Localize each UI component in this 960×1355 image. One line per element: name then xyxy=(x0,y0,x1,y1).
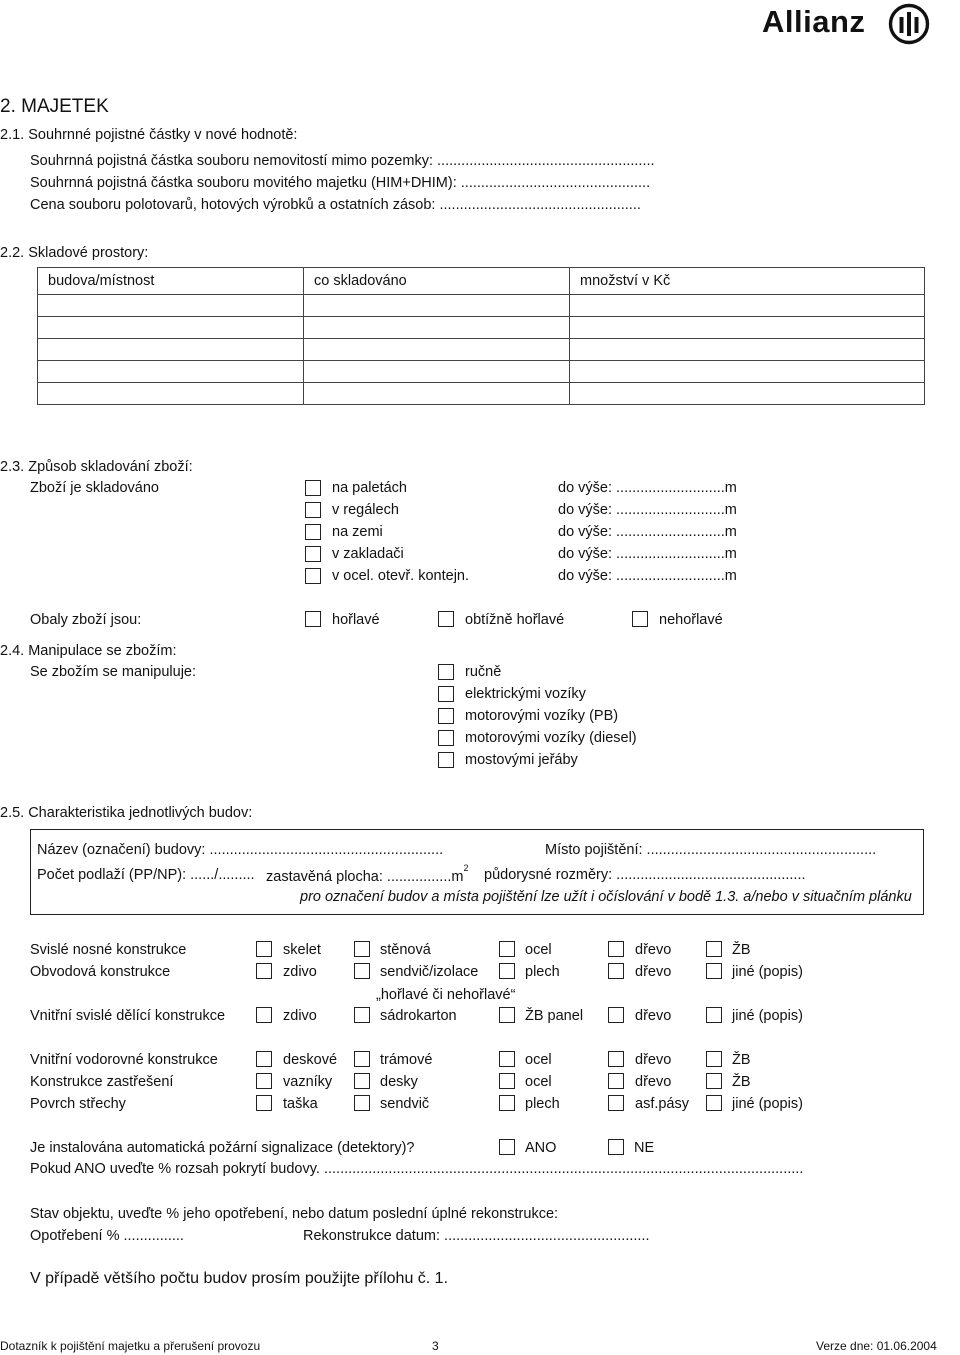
construction-option: ocel xyxy=(525,1052,552,1068)
table-cell[interactable] xyxy=(304,295,570,317)
construction-option: jiné (popis) xyxy=(732,964,803,980)
checkbox-electric[interactable] xyxy=(438,686,454,702)
ground-plan-field[interactable]: půdorysné rozměry: ............................................... xyxy=(484,867,806,883)
construction-option: ocel xyxy=(525,942,552,958)
construction-checkbox[interactable] xyxy=(354,1095,370,1111)
table-cell[interactable] xyxy=(304,339,570,361)
col-header-building: budova/místnost xyxy=(38,268,304,295)
construction-checkbox[interactable] xyxy=(499,1095,515,1111)
attachment-note: V případě většího počtu budov prosím použijte přílohu č. 1. xyxy=(30,1270,449,1287)
footer-version: Verze dne: 01.06.2004 xyxy=(816,1339,937,1353)
checkbox-pallets[interactable] xyxy=(305,480,321,496)
checkbox-motor-pb[interactable] xyxy=(438,708,454,724)
construction-checkbox[interactable] xyxy=(608,1051,624,1067)
construction-checkbox[interactable] xyxy=(608,1095,624,1111)
construction-checkbox[interactable] xyxy=(608,1007,624,1023)
construction-checkbox[interactable] xyxy=(706,1051,722,1067)
construction-option: trámové xyxy=(380,1052,433,1068)
packaging-label: Obaly zboží jsou: xyxy=(30,612,142,628)
s21-line2[interactable]: Souhrnná pojistná částka souboru movitého majetku (HIM+DHIM): ............................................... xyxy=(30,175,651,191)
construction-checkbox[interactable] xyxy=(499,1007,515,1023)
construction-checkbox[interactable] xyxy=(499,1051,515,1067)
handling-motor-pb: motorovými vozíky (PB) xyxy=(465,708,619,724)
checkbox-stacker[interactable] xyxy=(305,546,321,562)
option-floor: na zemi xyxy=(332,524,383,540)
construction-checkbox[interactable] xyxy=(354,1007,370,1023)
construction-option: ocel xyxy=(525,1074,552,1090)
option-container: v ocel. otevř. kontejn. xyxy=(332,568,470,584)
allianz-eagle-icon xyxy=(888,3,930,45)
construction-checkbox[interactable] xyxy=(256,1073,272,1089)
handling-electric: elektrickými vozíky xyxy=(465,686,586,702)
table-cell[interactable] xyxy=(38,383,304,405)
construction-checkbox[interactable] xyxy=(256,1095,272,1111)
checkbox-floor[interactable] xyxy=(305,524,321,540)
construction-option: dřevo xyxy=(635,1074,672,1090)
construction-option: sádrokarton xyxy=(380,1008,457,1024)
checkbox-hardly-flammable[interactable] xyxy=(438,611,454,627)
col-header-amount: množství v Kč xyxy=(570,268,925,295)
option-stacker: v zakladači xyxy=(332,546,404,562)
height-shelves[interactable]: do výše: ...........................m xyxy=(558,502,737,518)
construction-option: plech xyxy=(525,964,560,980)
construction-checkbox[interactable] xyxy=(256,963,272,979)
construction-label: Svislé nosné konstrukce xyxy=(30,942,187,958)
construction-option: dřevo xyxy=(635,1052,672,1068)
construction-checkbox[interactable] xyxy=(256,1007,272,1023)
construction-option: ŽB panel xyxy=(525,1008,584,1024)
built-area-text: zastavěná plocha: ................m xyxy=(266,868,464,885)
packaging-hardly-flammable: obtížně hořlavé xyxy=(465,612,565,628)
checkbox-nonflammable[interactable] xyxy=(632,611,648,627)
construction-option: dřevo xyxy=(635,942,672,958)
construction-option: zdivo xyxy=(283,964,317,980)
checkbox-manual[interactable] xyxy=(438,664,454,680)
checkbox-fire-yes[interactable] xyxy=(499,1139,515,1155)
height-container[interactable]: do výše: ...........................m xyxy=(558,568,737,584)
construction-label: Vnitřní vodorovné konstrukce xyxy=(30,1052,218,1068)
construction-checkbox[interactable] xyxy=(354,1051,370,1067)
checkbox-container[interactable] xyxy=(305,568,321,584)
construction-checkbox[interactable] xyxy=(608,963,624,979)
fire-yes-label: ANO xyxy=(525,1140,557,1156)
sandwich-note: „hořlavé či nehořlavé“ xyxy=(376,987,516,1003)
packaging-nonflammable: nehořlavé xyxy=(659,612,723,628)
handling-crane: mostovými jeřáby xyxy=(465,752,578,768)
construction-checkbox[interactable] xyxy=(706,941,722,957)
construction-option: ŽB xyxy=(732,1074,751,1090)
table-cell[interactable] xyxy=(570,317,925,339)
s22-heading: 2.2. Skladové prostory: xyxy=(0,245,149,261)
construction-option: plech xyxy=(525,1096,560,1112)
option-shelves: v regálech xyxy=(332,502,399,518)
table-cell[interactable] xyxy=(570,295,925,317)
construction-checkbox[interactable] xyxy=(706,963,722,979)
s23-heading: 2.3. Způsob skladování zboží: xyxy=(0,459,193,475)
s21-line1[interactable]: Souhrnná pojistná částka souboru nemovitostí mimo pozemky: ...................................................... xyxy=(30,153,655,169)
table-cell[interactable] xyxy=(570,339,925,361)
s24-label: Se zbožím se manipuluje: xyxy=(30,664,197,680)
construction-option: ŽB xyxy=(732,942,751,958)
height-stacker[interactable]: do výše: ...........................m xyxy=(558,546,737,562)
construction-label: Obvodová konstrukce xyxy=(30,964,171,980)
construction-option: stěnová xyxy=(380,942,431,958)
checkbox-motor-diesel[interactable] xyxy=(438,730,454,746)
handling-manual: ručně xyxy=(465,664,502,680)
construction-checkbox[interactable] xyxy=(256,941,272,957)
construction-option: jiné (popis) xyxy=(732,1096,803,1112)
construction-option: dřevo xyxy=(635,1008,672,1024)
reconstruction-field[interactable]: Rekonstrukce datum: ................................................... xyxy=(303,1228,650,1244)
construction-option: asf.pásy xyxy=(635,1096,689,1112)
packaging-flammable: hořlavé xyxy=(332,612,380,628)
handling-motor-diesel: motorovými vozíky (diesel) xyxy=(465,730,637,746)
s23-label: Zboží je skladováno xyxy=(30,480,159,496)
condition-question: Stav objektu, uveďte % jeho opotřebení, nebo datum poslední úplné rekonstrukce: xyxy=(30,1206,559,1222)
construction-checkbox[interactable] xyxy=(706,1095,722,1111)
table-cell[interactable] xyxy=(304,361,570,383)
table-cell[interactable] xyxy=(38,295,304,317)
construction-option: dřevo xyxy=(635,964,672,980)
footer-page: 3 xyxy=(432,1339,439,1353)
floors-field[interactable]: Počet podlaží (PP/NP): ....../......... xyxy=(37,867,255,883)
col-header-content: co skladováno xyxy=(304,268,570,295)
construction-checkbox[interactable] xyxy=(499,941,515,957)
brand-logo: Allianz xyxy=(762,4,866,39)
construction-checkbox[interactable] xyxy=(706,1073,722,1089)
checkbox-fire-no[interactable] xyxy=(608,1139,624,1155)
construction-checkbox[interactable] xyxy=(608,941,624,957)
construction-option: sendvič xyxy=(380,1096,430,1112)
fire-question: Je instalována automatická požární signalizace (detektory)? xyxy=(30,1140,415,1156)
construction-option: vazníky xyxy=(283,1074,333,1090)
construction-checkbox[interactable] xyxy=(354,1073,370,1089)
construction-label: Vnitřní svislé dělící konstrukce xyxy=(30,1008,226,1024)
construction-checkbox[interactable] xyxy=(499,963,515,979)
construction-checkbox[interactable] xyxy=(608,1073,624,1089)
height-pallets[interactable]: do výše: ...........................m xyxy=(558,480,737,496)
construction-checkbox[interactable] xyxy=(256,1051,272,1067)
construction-option: jiné (popis) xyxy=(732,1008,803,1024)
wear-field[interactable]: Opotřebení % ............... xyxy=(30,1228,184,1244)
construction-checkbox[interactable] xyxy=(499,1073,515,1089)
construction-checkbox[interactable] xyxy=(354,941,370,957)
building-name-field[interactable]: Název (označení) budovy: .......................................................... xyxy=(37,842,444,858)
insurance-place-field[interactable]: Místo pojištění: ......................................................... xyxy=(545,842,877,858)
checkbox-crane[interactable] xyxy=(438,752,454,768)
construction-option: sendvič/izolace xyxy=(380,964,479,980)
table-cell[interactable] xyxy=(38,339,304,361)
s21-heading: 2.1. Souhrnné pojistné částky v nové hodnotě: xyxy=(0,127,298,143)
option-pallets: na paletách xyxy=(332,480,407,496)
built-area-unit-sup: 2 xyxy=(463,863,469,873)
construction-checkbox[interactable] xyxy=(706,1007,722,1023)
construction-option: deskové xyxy=(283,1052,338,1068)
table-cell[interactable] xyxy=(38,361,304,383)
table-cell[interactable] xyxy=(304,317,570,339)
construction-option: zdivo xyxy=(283,1008,317,1024)
s24-heading: 2.4. Manipulace se zbožím: xyxy=(0,643,177,659)
construction-checkbox[interactable] xyxy=(354,963,370,979)
construction-option: taška xyxy=(283,1096,318,1112)
construction-option: ŽB xyxy=(732,1052,751,1068)
table-cell[interactable] xyxy=(304,383,570,405)
fire-coverage-field[interactable]: Pokud ANO uveďte % rozsah pokrytí budovy. ....................................................................................................................... xyxy=(30,1161,804,1177)
table-cell[interactable] xyxy=(570,383,925,405)
table-cell[interactable] xyxy=(570,361,925,383)
building-note: pro označení budov a místa pojištění lze užít i očíslování v bodě 1.3. a/nebo v situačním plánku xyxy=(300,889,912,905)
checkbox-shelves[interactable] xyxy=(305,502,321,518)
table-cell[interactable] xyxy=(38,317,304,339)
storage-table xyxy=(37,267,925,405)
construction-option: desky xyxy=(380,1074,418,1090)
construction-label: Povrch střechy xyxy=(30,1096,126,1112)
construction-label: Konstrukce zastřešení xyxy=(30,1074,174,1090)
section-title: 2. MAJETEK xyxy=(0,96,109,117)
construction-option: skelet xyxy=(283,942,321,958)
fire-no-label: NE xyxy=(634,1140,655,1156)
height-floor[interactable]: do výše: ...........................m xyxy=(558,524,737,540)
s21-line3[interactable]: Cena souboru polotovarů, hotových výrobků a ostatních zásob: .................................................. xyxy=(30,197,641,213)
footer-title: Dotazník k pojištění majetku a přerušení provozu xyxy=(0,1339,261,1353)
s25-heading: 2.5. Charakteristika jednotlivých budov: xyxy=(0,805,253,821)
built-area-field[interactable] xyxy=(266,863,469,885)
checkbox-flammable[interactable] xyxy=(305,611,321,627)
